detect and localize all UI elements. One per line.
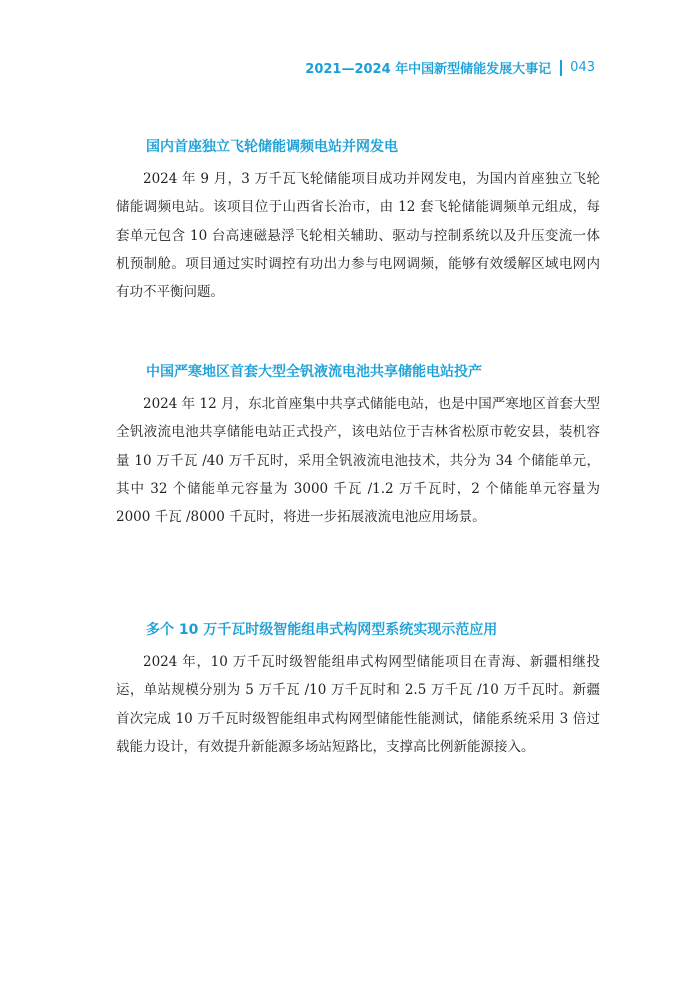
section-body: 2024 年 12 月，东北首座集中共享式储能电站，也是中国严寒地区首套大型全钒液流电池共享储能电站正式投产，该电站位于吉林省松原市乾安县，装机容量 10 万千瓦 /40 万千瓦时，采用全钒液流电池技术，共分为 34 个储能单元，其中 32 个储能单元容量为 3000 千瓦 /1.2 万千瓦时，2 个储能单元容量为 2000 千瓦 /8000 千瓦时，将进一步拓展液流电池应用场景。 <box>116 396 600 526</box>
header-divider <box>560 60 562 76</box>
page-header <box>305 58 595 77</box>
running-title: 2021—2024 年中国新型储能发展大事记 <box>305 62 552 77</box>
section-title: 中国严寒地区首套大型全钒液流电池共享储能电站投产 <box>146 364 482 380</box>
section-title: 多个 10 万千瓦时级智能组串式构网型系统实现示范应用 <box>146 622 498 638</box>
page-number: 043 <box>570 60 595 75</box>
article-section <box>116 137 600 306</box>
section-body: 2024 年，10 万千瓦时级智能组串式构网型储能项目在青海、新疆相继投运，单站规模分别为 5 万千瓦 /10 万千瓦时和 2.5 万千瓦 /10 万千瓦时。新疆首次完成 10 万千瓦时级智能组串式构网型储能性能测试，储能系统采用 3 倍过载能力设计，有效提升新能源多场站短路比，支撑高比例新能源接入。 <box>116 654 600 755</box>
article-section <box>116 362 600 531</box>
section-body: 2024 年 9 月，3 万千瓦飞轮储能项目成功并网发电，为国内首座独立飞轮储能调频电站。该项目位于山西省长治市，由 12 套飞轮储能调频单元组成，每套单元包含 10 台高速磁悬浮飞轮相关辅助、驱动与控制系统以及升压变流一体机预制舱。项目通过实时调控有功出力参与电网调频，能够有效缓解区域电网内有功不平衡问题。 <box>116 171 600 301</box>
section-title: 国内首座独立飞轮储能调频电站并网发电 <box>146 139 398 155</box>
article-section <box>116 620 600 761</box>
